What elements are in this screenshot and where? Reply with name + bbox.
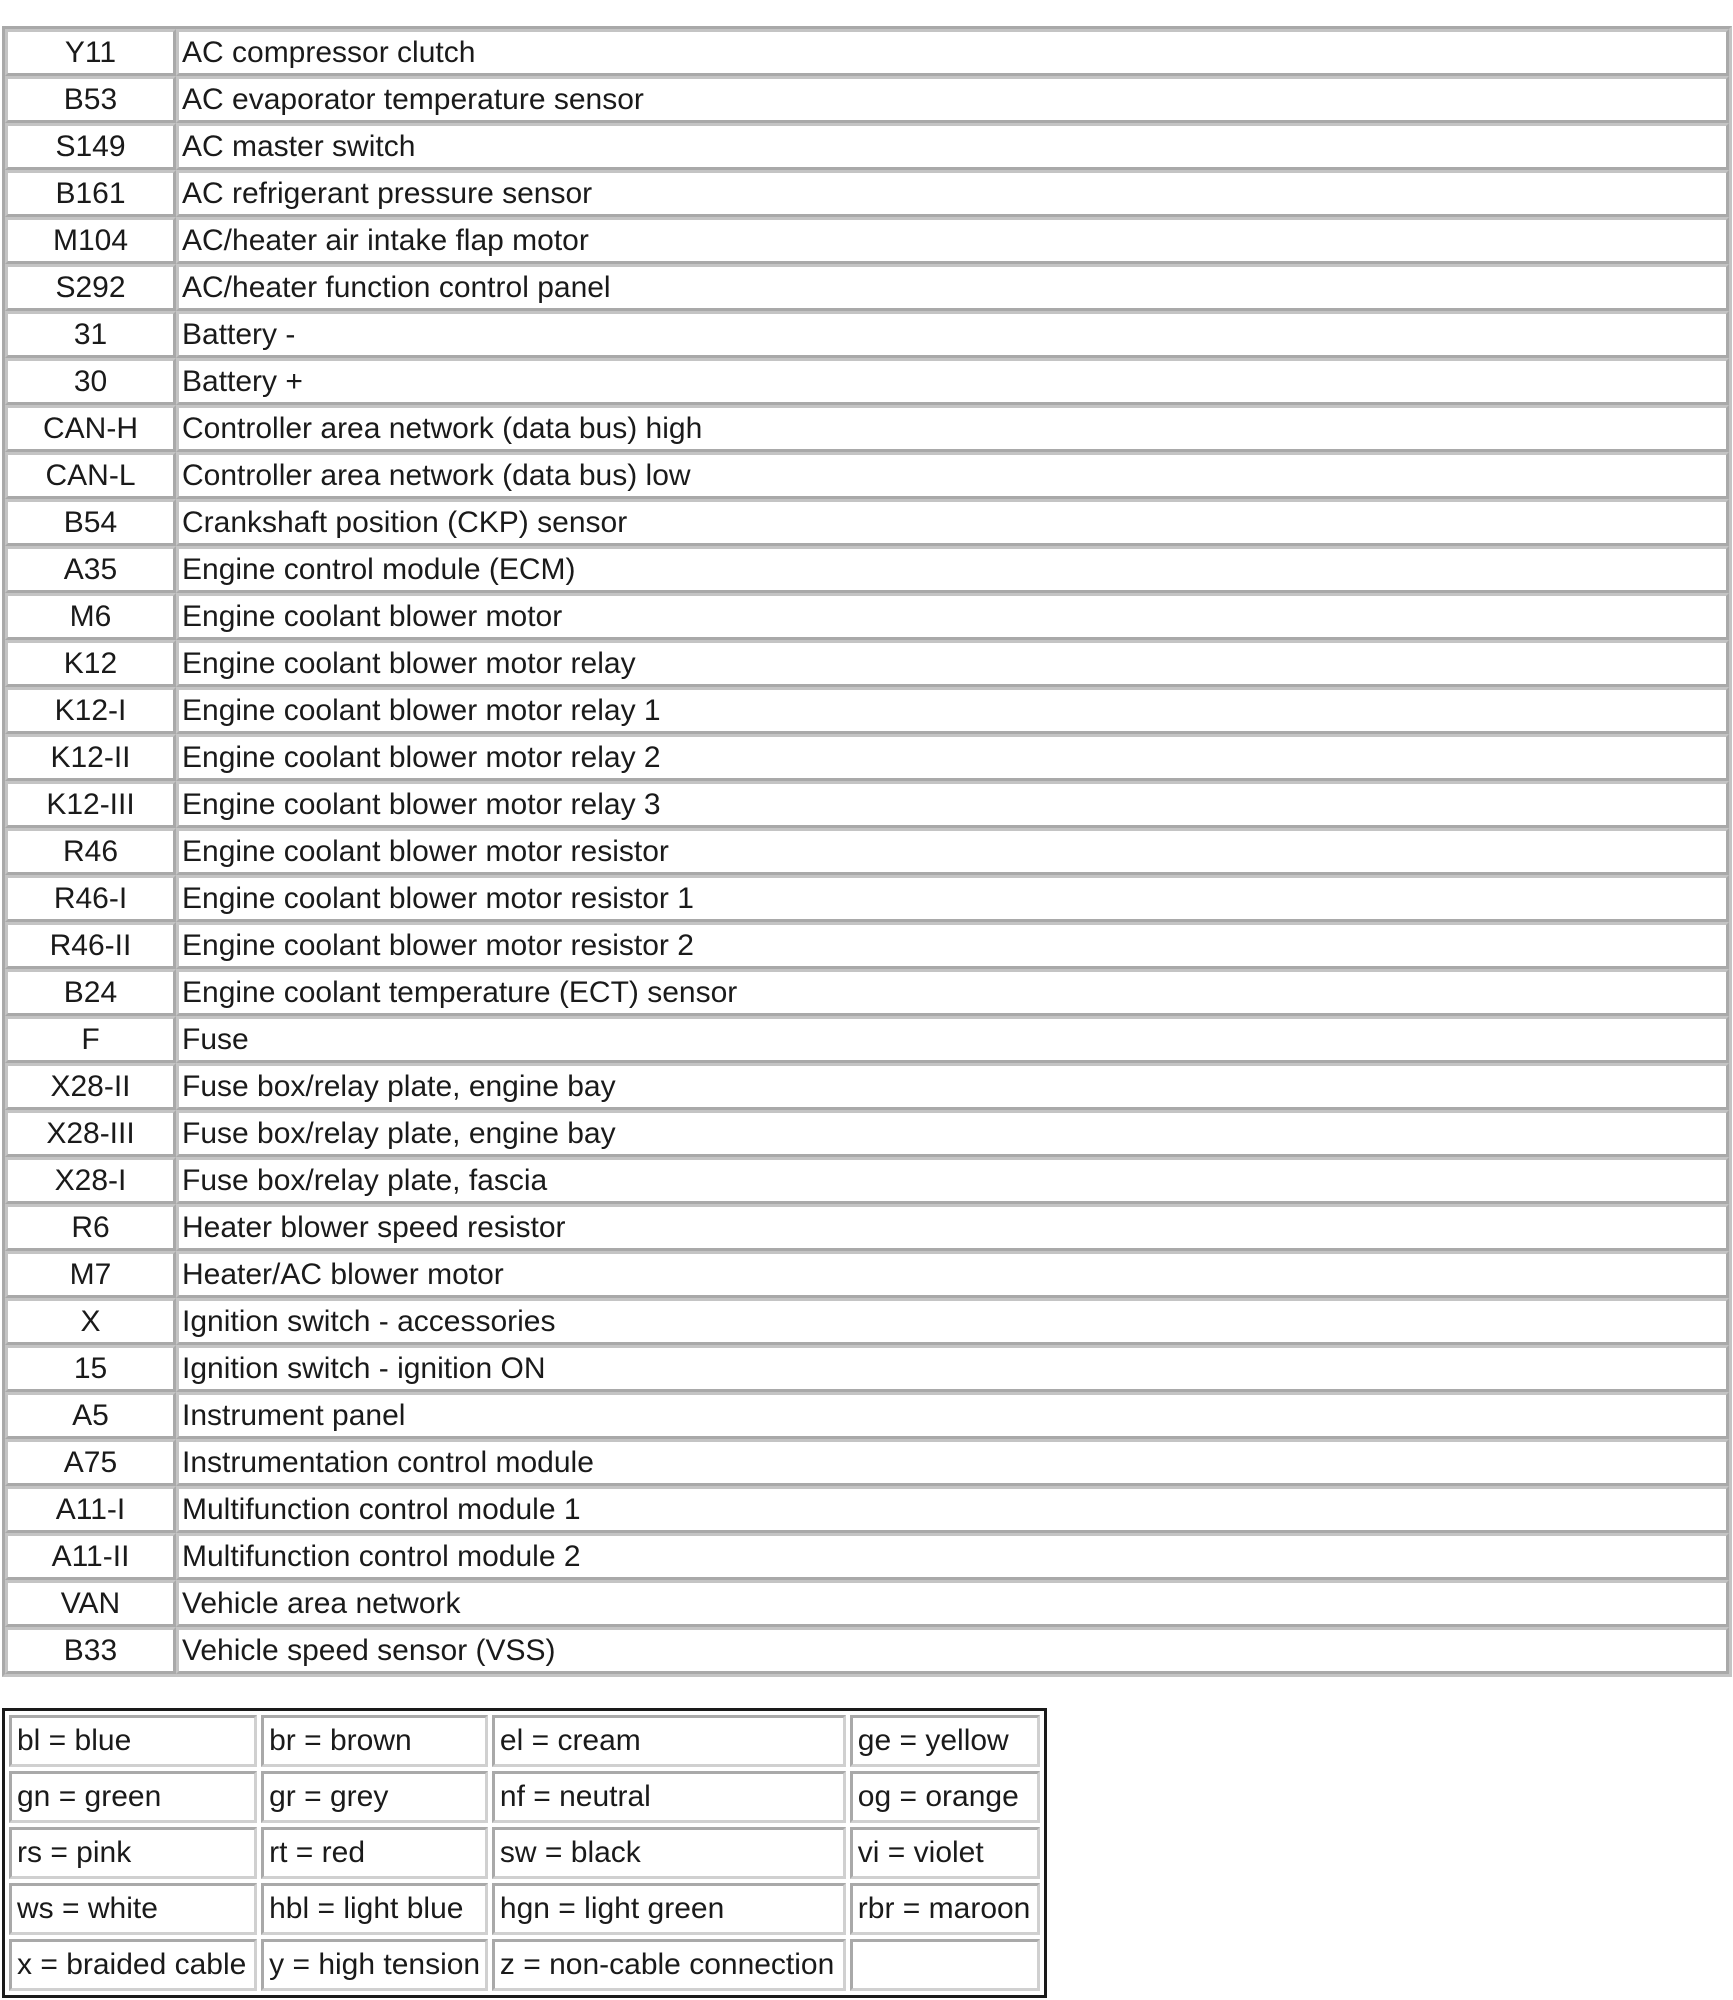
component-code: M6: [5, 593, 176, 640]
component-row: [5, 875, 1729, 922]
component-row: [5, 1345, 1729, 1392]
component-code: R46-I: [5, 875, 176, 922]
component-code: 31: [5, 311, 176, 358]
component-description: AC master switch: [176, 123, 1729, 170]
component-row: [5, 969, 1729, 1016]
component-code: CAN-H: [5, 405, 176, 452]
component-row: [5, 452, 1729, 499]
color-key-cell: og = orange: [850, 1771, 1040, 1823]
color-key-cell: gr = grey: [261, 1771, 488, 1823]
component-description: Battery -: [176, 311, 1729, 358]
component-description: Engine control module (ECM): [176, 546, 1729, 593]
component-row: [5, 1063, 1729, 1110]
component-row: [5, 1298, 1729, 1345]
color-key-cell: rs = pink: [9, 1827, 257, 1879]
component-description: Engine coolant blower motor relay 3: [176, 781, 1729, 828]
component-description: Engine coolant blower motor relay 2: [176, 734, 1729, 781]
color-key-cell: br = brown: [261, 1715, 488, 1767]
component-description: Ignition switch - ignition ON: [176, 1345, 1729, 1392]
component-row: [5, 1627, 1729, 1674]
component-code: VAN: [5, 1580, 176, 1627]
component-code: B54: [5, 499, 176, 546]
component-description: Engine coolant blower motor relay: [176, 640, 1729, 687]
component-row: [5, 217, 1729, 264]
component-code: K12: [5, 640, 176, 687]
component-row: [5, 922, 1729, 969]
component-row: [5, 687, 1729, 734]
component-row: [5, 264, 1729, 311]
color-key-cell: ws = white: [9, 1883, 257, 1935]
wire-color-key-body: [9, 1715, 1040, 1991]
component-row: [5, 1204, 1729, 1251]
component-description: Fuse box/relay plate, fascia: [176, 1157, 1729, 1204]
component-code: S149: [5, 123, 176, 170]
component-description: Controller area network (data bus) low: [176, 452, 1729, 499]
color-key-cell: hbl = light blue: [261, 1883, 488, 1935]
color-key-row: [9, 1715, 1040, 1767]
color-key-cell: x = braided cable: [9, 1939, 257, 1991]
color-key-row: [9, 1939, 1040, 1991]
component-row: [5, 640, 1729, 687]
component-description: Heater blower speed resistor: [176, 1204, 1729, 1251]
color-key-cell: hgn = light green: [492, 1883, 846, 1935]
component-code: B33: [5, 1627, 176, 1674]
component-code: R46-II: [5, 922, 176, 969]
component-row: [5, 76, 1729, 123]
component-description: AC/heater air intake flap motor: [176, 217, 1729, 264]
component-code: B24: [5, 969, 176, 1016]
component-row: [5, 405, 1729, 452]
component-description: Fuse: [176, 1016, 1729, 1063]
component-code: A11-I: [5, 1486, 176, 1533]
component-row: [5, 828, 1729, 875]
component-row: [5, 1533, 1729, 1580]
component-row: [5, 593, 1729, 640]
wire-color-key-table: [2, 1708, 1047, 1998]
component-code: B53: [5, 76, 176, 123]
color-key-cell: bl = blue: [9, 1715, 257, 1767]
color-key-row: [9, 1771, 1040, 1823]
color-key-row: [9, 1883, 1040, 1935]
component-code: X28-I: [5, 1157, 176, 1204]
component-row: [5, 1016, 1729, 1063]
component-row: [5, 123, 1729, 170]
component-code: B161: [5, 170, 176, 217]
component-code: 15: [5, 1345, 176, 1392]
component-description: Vehicle speed sensor (VSS): [176, 1627, 1729, 1674]
component-description: Heater/AC blower motor: [176, 1251, 1729, 1298]
component-description: Multifunction control module 1: [176, 1486, 1729, 1533]
component-row: [5, 781, 1729, 828]
component-row: [5, 1486, 1729, 1533]
component-description: Battery +: [176, 358, 1729, 405]
component-description: Vehicle area network: [176, 1580, 1729, 1627]
component-row: [5, 734, 1729, 781]
component-description: Fuse box/relay plate, engine bay: [176, 1063, 1729, 1110]
component-description: Engine coolant blower motor resistor 1: [176, 875, 1729, 922]
component-code: S292: [5, 264, 176, 311]
color-key-cell: z = non-cable connection: [492, 1939, 846, 1991]
component-row: [5, 1110, 1729, 1157]
component-description: Controller area network (data bus) high: [176, 405, 1729, 452]
component-description: Instrument panel: [176, 1392, 1729, 1439]
color-key-cell: ge = yellow: [850, 1715, 1040, 1767]
component-code: M7: [5, 1251, 176, 1298]
component-row: [5, 499, 1729, 546]
component-description: Engine coolant temperature (ECT) sensor: [176, 969, 1729, 1016]
component-code: F: [5, 1016, 176, 1063]
component-row: [5, 1251, 1729, 1298]
component-description: AC evaporator temperature sensor: [176, 76, 1729, 123]
component-description: Fuse box/relay plate, engine bay: [176, 1110, 1729, 1157]
component-row: [5, 1580, 1729, 1627]
component-description: Ignition switch - accessories: [176, 1298, 1729, 1345]
component-code: CAN-L: [5, 452, 176, 499]
component-row: [5, 358, 1729, 405]
component-row: [5, 1157, 1729, 1204]
component-description: AC/heater function control panel: [176, 264, 1729, 311]
component-row: [5, 170, 1729, 217]
color-key-row: [9, 1827, 1040, 1879]
component-code: X28-III: [5, 1110, 176, 1157]
component-description: Engine coolant blower motor: [176, 593, 1729, 640]
component-description: Multifunction control module 2: [176, 1533, 1729, 1580]
component-code: A75: [5, 1439, 176, 1486]
component-description: AC refrigerant pressure sensor: [176, 170, 1729, 217]
component-description: Engine coolant blower motor resistor 2: [176, 922, 1729, 969]
component-description: Engine coolant blower motor resistor: [176, 828, 1729, 875]
component-row: [5, 311, 1729, 358]
component-code: R46: [5, 828, 176, 875]
color-key-cell: rbr = maroon: [850, 1883, 1040, 1935]
component-code: K12-I: [5, 687, 176, 734]
component-legend-body: [5, 29, 1729, 1674]
component-description: Engine coolant blower motor relay 1: [176, 687, 1729, 734]
color-key-cell: sw = black: [492, 1827, 846, 1879]
color-key-cell: nf = neutral: [492, 1771, 846, 1823]
component-row: [5, 1439, 1729, 1486]
component-description: Instrumentation control module: [176, 1439, 1729, 1486]
component-row: [5, 1392, 1729, 1439]
component-row: [5, 29, 1729, 76]
color-key-cell: y = high tension: [261, 1939, 488, 1991]
component-code: A11-II: [5, 1533, 176, 1580]
component-code: Y11: [5, 29, 176, 76]
component-row: [5, 546, 1729, 593]
color-key-cell: gn = green: [9, 1771, 257, 1823]
component-description: Crankshaft position (CKP) sensor: [176, 499, 1729, 546]
component-description: AC compressor clutch: [176, 29, 1729, 76]
component-code: 30: [5, 358, 176, 405]
component-code: A5: [5, 1392, 176, 1439]
component-code: K12-III: [5, 781, 176, 828]
color-key-cell: el = cream: [492, 1715, 846, 1767]
component-code: A35: [5, 546, 176, 593]
component-code: X28-II: [5, 1063, 176, 1110]
color-key-empty-cell: [850, 1939, 1040, 1991]
component-code: K12-II: [5, 734, 176, 781]
component-code: R6: [5, 1204, 176, 1251]
component-code: X: [5, 1298, 176, 1345]
component-legend-table: [2, 26, 1732, 1677]
color-key-cell: rt = red: [261, 1827, 488, 1879]
color-key-cell: vi = violet: [850, 1827, 1040, 1879]
component-code: M104: [5, 217, 176, 264]
